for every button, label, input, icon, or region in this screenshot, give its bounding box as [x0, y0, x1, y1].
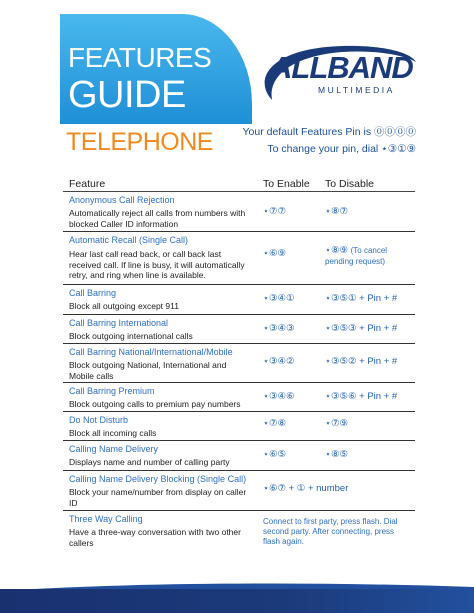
enable-code: ⋆⑥⑤	[263, 449, 286, 460]
footer-bar	[0, 589, 474, 613]
feature-description: Block outgoing National, International and Mobile calls	[69, 360, 227, 381]
header-feature: Feature	[69, 178, 106, 190]
feature-name: Calling Name Delivery	[69, 444, 159, 454]
default-pin-text: Your default Features Pin is ⓪⓪⓪⓪	[242, 126, 416, 138]
feature-name: Anonymous Call Rejection	[69, 195, 175, 205]
header-disable: To Disable	[325, 178, 375, 190]
feature-name: Call Barring	[69, 288, 117, 298]
disable-code: ⋆③⑤③ + Pin + #	[325, 323, 398, 334]
disable-note: (To cancel pending request)	[325, 246, 388, 266]
enable-code: ⋆⑦⑧	[263, 418, 286, 429]
features-table	[63, 175, 415, 553]
table-row	[63, 285, 415, 315]
feature-name: Call Barring Premium	[69, 386, 155, 396]
feature-description: Have a three-way conversation with two other callers	[69, 527, 241, 548]
table-row	[63, 192, 415, 232]
disable-code: ⋆③⑤② + Pin + #	[325, 356, 398, 367]
feature-description: Block all incoming calls	[69, 428, 157, 438]
disable-code	[325, 245, 415, 267]
usage-note: Connect to first party, press flash. Dial second party. After connecting, press flash again.	[263, 517, 398, 546]
table-row	[63, 441, 415, 471]
enable-code: ⋆③④⑥	[263, 391, 295, 402]
enable-code: ⋆③④①	[263, 293, 295, 304]
feature-description: Block outgoing international calls	[69, 331, 193, 341]
enable-code: ⋆⑥⑨	[263, 248, 286, 259]
disable-code: ⋆⑧⑤	[325, 449, 348, 460]
change-pin-text: To change your pin, dial ⋆③①⑨	[267, 143, 416, 155]
feature-name: Call Barring International	[69, 318, 169, 328]
disable-code: ⋆⑦⑨	[325, 418, 348, 429]
feature-name: Three Way Calling	[69, 514, 143, 524]
feature-description: Displays name and number of calling party	[69, 457, 230, 467]
enable-code: ⋆⑥⑦ + ① + number	[263, 483, 349, 494]
logo-wordmark: ALLBAND	[270, 50, 413, 85]
feature-description: Block all outgoing except 911	[69, 301, 179, 311]
feature-description: Hear last call read back, or call back last received call. If line is busy, it will automatically retry, and ring when line is available.	[69, 249, 245, 280]
feature-name: Call Barring National/International/Mobile	[69, 347, 233, 357]
table-row	[63, 232, 415, 285]
table-row	[63, 471, 415, 511]
feature-description: Automatically reject all calls from numbers with blocked Caller ID information	[69, 208, 246, 229]
table-row	[63, 315, 415, 344]
feature-description: Block outgoing calls to premium pay numbers	[69, 399, 241, 409]
title-line-1: FEATURES	[68, 42, 212, 73]
table-row	[63, 511, 415, 553]
table-row	[63, 412, 415, 441]
enable-code: ⋆③④②	[263, 356, 295, 367]
table-row	[63, 344, 415, 383]
enable-code: ⋆⑦⑦	[263, 206, 286, 217]
disable-code: ⋆⑧⑦	[325, 206, 348, 217]
table-header	[63, 175, 415, 192]
logo-subtext: MULTIMEDIA	[318, 85, 395, 95]
feature-name: Automatic Recall (Single Call)	[69, 235, 189, 245]
disable-code: ⋆③⑤⑥ + Pin + #	[325, 391, 398, 402]
title-line-2: GUIDE	[68, 74, 186, 116]
table-row	[63, 383, 415, 412]
disable-code: ⋆③⑤① + Pin + #	[325, 293, 398, 304]
feature-name: Calling Name Delivery Blocking (Single Call)	[69, 474, 247, 484]
feature-name: Do Not Disturb	[69, 415, 129, 425]
header-enable: To Enable	[263, 178, 310, 190]
feature-description: Block your name/number from display on caller ID	[69, 487, 247, 508]
disable-code-value: ⋆⑧⑨	[325, 245, 348, 256]
enable-code: ⋆③④③	[263, 323, 295, 334]
page-subtitle: TELEPHONE	[66, 128, 213, 156]
